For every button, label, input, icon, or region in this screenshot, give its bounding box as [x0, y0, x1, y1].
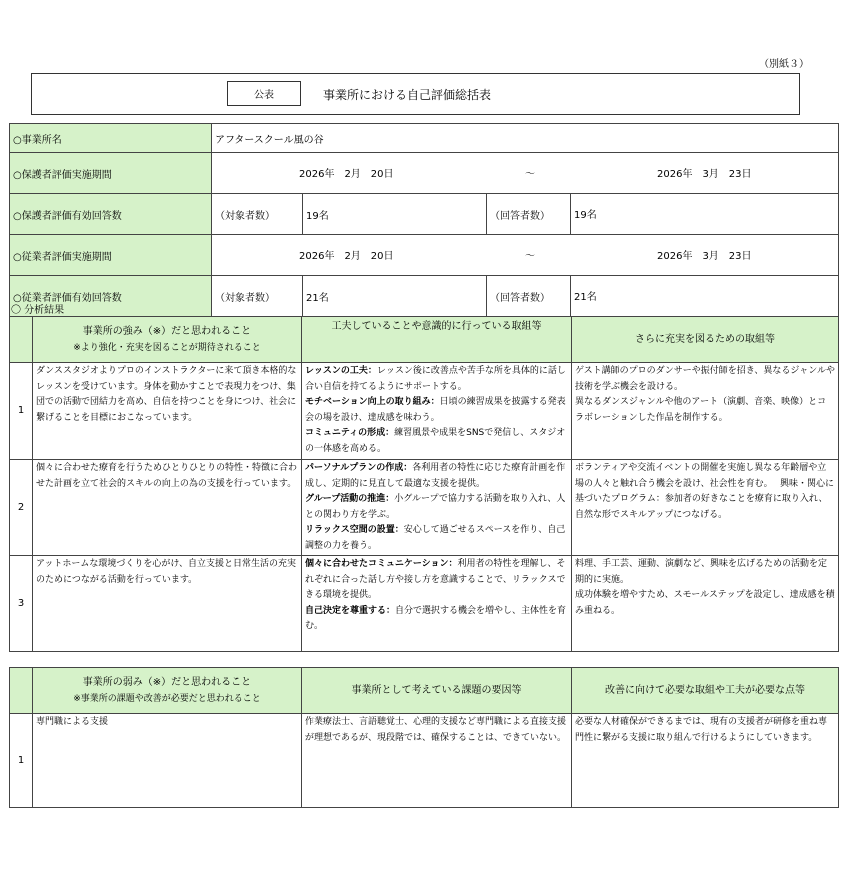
strengths-col3-title: さらに充実を図るための取組等 — [572, 317, 839, 363]
staff-period-start: 2026年 2月 20日 — [299, 251, 394, 262]
weaknesses-col2-title: 事業所として考えている課題の要因等 — [302, 668, 572, 714]
staff-period-label: ○従業者評価実施期間 — [10, 235, 212, 276]
strengths-num-header — [10, 317, 33, 363]
effort-cell — [302, 363, 572, 460]
staff-response-row — [10, 276, 839, 317]
staff-respondents-value: 21名 — [571, 276, 839, 317]
staff-respondents-label: （回答者数） — [487, 276, 571, 317]
strength-row — [10, 460, 839, 556]
page-title: 事業所における自己評価総括表 — [323, 88, 492, 102]
guardian-period-tilde: ～ — [525, 169, 535, 180]
effort-item-title: グループ活動の推進： — [305, 494, 395, 504]
strength-row — [10, 556, 839, 652]
effort-item — [305, 492, 568, 523]
weaknesses-header-row — [10, 668, 839, 714]
weakness-row — [10, 714, 839, 808]
enhancement-item: 異なるダンスジャンルや他のアート（演劇、音楽、映像）とコラボレーションした作品を制作する。 — [575, 397, 827, 423]
guardian-target-value: 19名 — [303, 194, 487, 235]
enhancement-item: ゲスト講師のプロのダンサーや振付師を招き、異なるジャンルや技術を学ぶ機会を設ける。 — [575, 366, 835, 392]
analysis-heading: 〇 分析結果 — [11, 305, 65, 316]
enhancement-item: 成功体験を増やすため、スモールステップを設定し、達成感を積み重ねる。 — [575, 590, 835, 616]
effort-item-text: 各利用者の特性に応じた療育計画を作成し、定期的に見直して最適な支援を提供。 — [305, 463, 566, 489]
enhancement-cell — [572, 460, 839, 556]
effort-item-text: 練習風景や成果をSNSで発信し、スタジオの一体感を高める。 — [305, 428, 566, 454]
effort-item-text: 自分で選択する機会を増やし、主体性を育む。 — [305, 605, 567, 631]
staff-period-row — [10, 235, 839, 276]
row-number: 3 — [10, 556, 33, 652]
strengths-col2-title: 工夫していることや意識的に行っている取組等 — [302, 317, 572, 363]
office-label: ○事業所名 — [10, 124, 212, 153]
office-row — [10, 124, 839, 153]
weaknesses-table — [9, 667, 839, 808]
strength-text: 個々に合わせた療育を行うためひとりひとりの特性・特徴に合わせた計画を立て社会的スキルの向上の為の支援を行っています。 — [33, 460, 302, 556]
effort-cell — [302, 460, 572, 556]
effort-item — [305, 557, 568, 604]
staff-target-label: （対象者数） — [212, 276, 303, 317]
cause-text: 作業療法士、言語聴覚士、心理的支援など専門職による直接支援が理想であるが、現段階では、確保することは、できていない。 — [302, 714, 572, 808]
strength-row — [10, 363, 839, 460]
staff-response-label: ○従業者評価有効回答数 — [10, 276, 212, 317]
strengths-col1-title: 事業所の強み（※）だと思われること — [82, 325, 252, 337]
effort-item-text: 安心して過ごせるスペースを作り、自己調整の力を養う。 — [305, 525, 566, 551]
staff-period-tilde: ～ — [525, 251, 535, 262]
weakness-text: 専門職による支援 — [33, 714, 302, 808]
staff-target-value: 21名 — [303, 276, 487, 317]
effort-cell — [302, 556, 572, 652]
office-value: アフタースクール風の谷 — [212, 124, 839, 153]
strengths-col1-sub: ※より強化・充実を図ることが期待されること — [73, 342, 261, 353]
effort-item — [305, 364, 568, 395]
row-number: 1 — [10, 363, 33, 460]
effort-item — [305, 461, 568, 492]
weaknesses-col1-sub: ※事業所の課題や改善が必要だと思われること — [73, 693, 261, 704]
effort-item-title: 自己決定を尊重する： — [305, 605, 396, 616]
effort-item-title: モチベーション向上の取り組み： — [305, 397, 440, 407]
enhancement-item: ボランティアや交流イベントの開催を実施し異なる年齢層や立場の人々と触れ合う機会を設け、社会性を育む。 興味・関心に基づいたプログラム：参加者の好きなことを療育に取り入れ、自然な形でスキルアップにつなげる。 — [575, 463, 835, 520]
effort-item-text: 日頃の練習成果を披露する発表会の場を設け、達成感を味わう。 — [305, 397, 566, 423]
effort-item-text: レッスン後に改善点や苦手な所を具体的に話し合い自信を持てるようにサポートする。 — [305, 366, 566, 392]
attachment-label: （別紙３） — [759, 59, 809, 70]
enhancement-item: 料理、手工芸、運動、演劇など、興味を広げるための活動を定期的に実施。 — [575, 559, 828, 585]
guardian-respondents-value: 19名 — [571, 194, 839, 235]
effort-item — [305, 604, 568, 635]
effort-item-title: リラックス空間の設置： — [305, 525, 404, 535]
guardian-respondents-label: （回答者数） — [487, 194, 571, 235]
improvement-text: 必要な人材確保ができるまでは、現有の支援者が研修を重ね専門性に繋がる支援に取り組んで行けるようにしていきます。 — [572, 714, 839, 808]
staff-period-end: 2026年 3月 23日 — [657, 251, 752, 262]
strengths-header-row — [10, 317, 839, 363]
guardian-period-start: 2026年 2月 20日 — [299, 169, 394, 180]
guardian-target-label: （対象者数） — [212, 194, 303, 235]
guardian-period-row — [10, 153, 839, 194]
guardian-response-label: ○保護者評価有効回答数 — [10, 194, 212, 235]
guardian-period-end: 2026年 3月 23日 — [657, 169, 752, 180]
effort-item — [305, 426, 568, 457]
effort-item — [305, 395, 568, 426]
row-number: 2 — [10, 460, 33, 556]
public-badge: 公表 — [227, 81, 301, 106]
strength-text: ダンススタジオよりプロのインストラクターに来て頂き本格的なレッスンを受けています。身体を動かすことで表現力をつけ、集団での活動で団結力を高め、自信を持つことを身につけ、社会に繋げることを目標におこなっています。 — [33, 363, 302, 460]
effort-item-text: 小グループで協力する活動を取り入れ、人との関わり方を学ぶ。 — [305, 494, 566, 520]
effort-item-text: 利用者の特性を理解し、それぞれに合った話し方や接し方を意識することで、リラックスできる環境を提供。 — [305, 559, 566, 600]
weaknesses-col1-title: 事業所の弱み（※）だと思われること — [82, 676, 252, 688]
weaknesses-col3-title: 改善に向けて必要な取組や工夫が必要な点等 — [572, 668, 839, 714]
effort-item-title: レッスンの工夫： — [305, 366, 377, 376]
effort-item-title: パーソナルプランの作成： — [305, 463, 413, 473]
strength-text: アットホームな環境づくりを心がけ、自立支援と日常生活の充実のためにつながる活動を行っています。 — [33, 556, 302, 652]
effort-item-title: コミュニティの形成： — [305, 428, 395, 438]
guardian-period-label: ○保護者評価実施期間 — [10, 153, 212, 194]
weaknesses-num-header — [10, 668, 33, 714]
effort-item — [305, 523, 568, 554]
enhancement-cell — [572, 363, 839, 460]
guardian-response-row — [10, 194, 839, 235]
enhancement-cell — [572, 556, 839, 652]
row-number: 1 — [10, 714, 33, 808]
strengths-table — [9, 316, 839, 652]
effort-item-title: 個々に合わせたコミュニケーション： — [305, 559, 458, 569]
